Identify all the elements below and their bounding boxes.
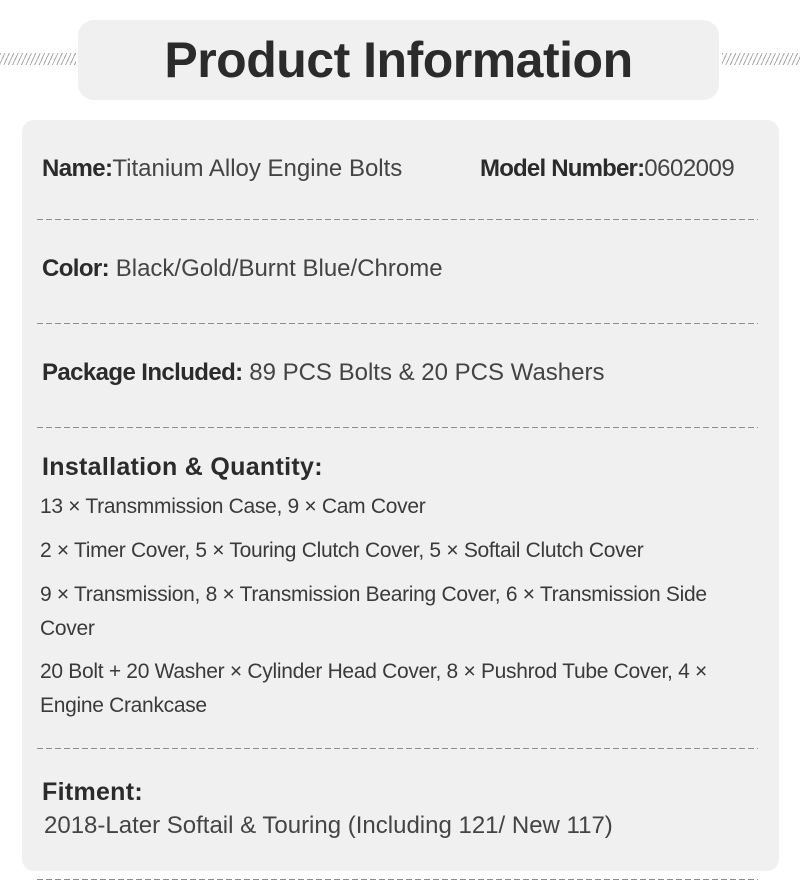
package-row <box>42 359 604 387</box>
model-number-value: 0602009 <box>644 155 735 182</box>
installation-line: 2 × Timer Cover, 5 × Touring Clutch Cover, 5 × Softail Clutch Cover <box>40 539 644 562</box>
package-value: 89 PCS Bolts & 20 PCS Washers <box>249 359 605 386</box>
decorative-hatch-left <box>0 53 76 65</box>
name-label: Name: <box>42 155 113 182</box>
installation-line: 20 Bolt + 20 Washer × Cylinder Head Cover, 8 × Pushrod Tube Cover, 4 × Engine Crankcase <box>40 660 707 717</box>
package-label: Package Included: <box>42 359 243 386</box>
divider <box>37 323 758 324</box>
decorative-hatch-right <box>722 53 800 65</box>
installation-heading: Installation & Quantity: <box>42 453 323 481</box>
installation-line: 13 × Transmmission Case, 9 × Cam Cover <box>40 495 426 518</box>
divider <box>37 879 758 880</box>
color-label: Color: <box>42 255 110 282</box>
model-number-label: Model Number: <box>480 155 645 182</box>
divider <box>37 748 758 749</box>
model-number-row <box>480 155 734 183</box>
color-row <box>42 255 443 283</box>
divider <box>37 427 758 428</box>
divider <box>37 219 758 220</box>
page-title: Product Information <box>164 32 633 88</box>
color-value: Black/Gold/Burnt Blue/Chrome <box>115 255 443 282</box>
name-row <box>42 155 402 183</box>
fitment-heading: Fitment: <box>42 778 143 806</box>
installation-line: 9 × Transmission, 8 × Transmission Bearing Cover, 6 × Transmission Side Cover <box>40 583 707 640</box>
fitment-value: 2018-Later Softail & Touring (Including 121/ New 117) <box>44 812 613 839</box>
name-value: Titanium Alloy Engine Bolts <box>112 155 403 182</box>
title-banner <box>78 20 719 100</box>
